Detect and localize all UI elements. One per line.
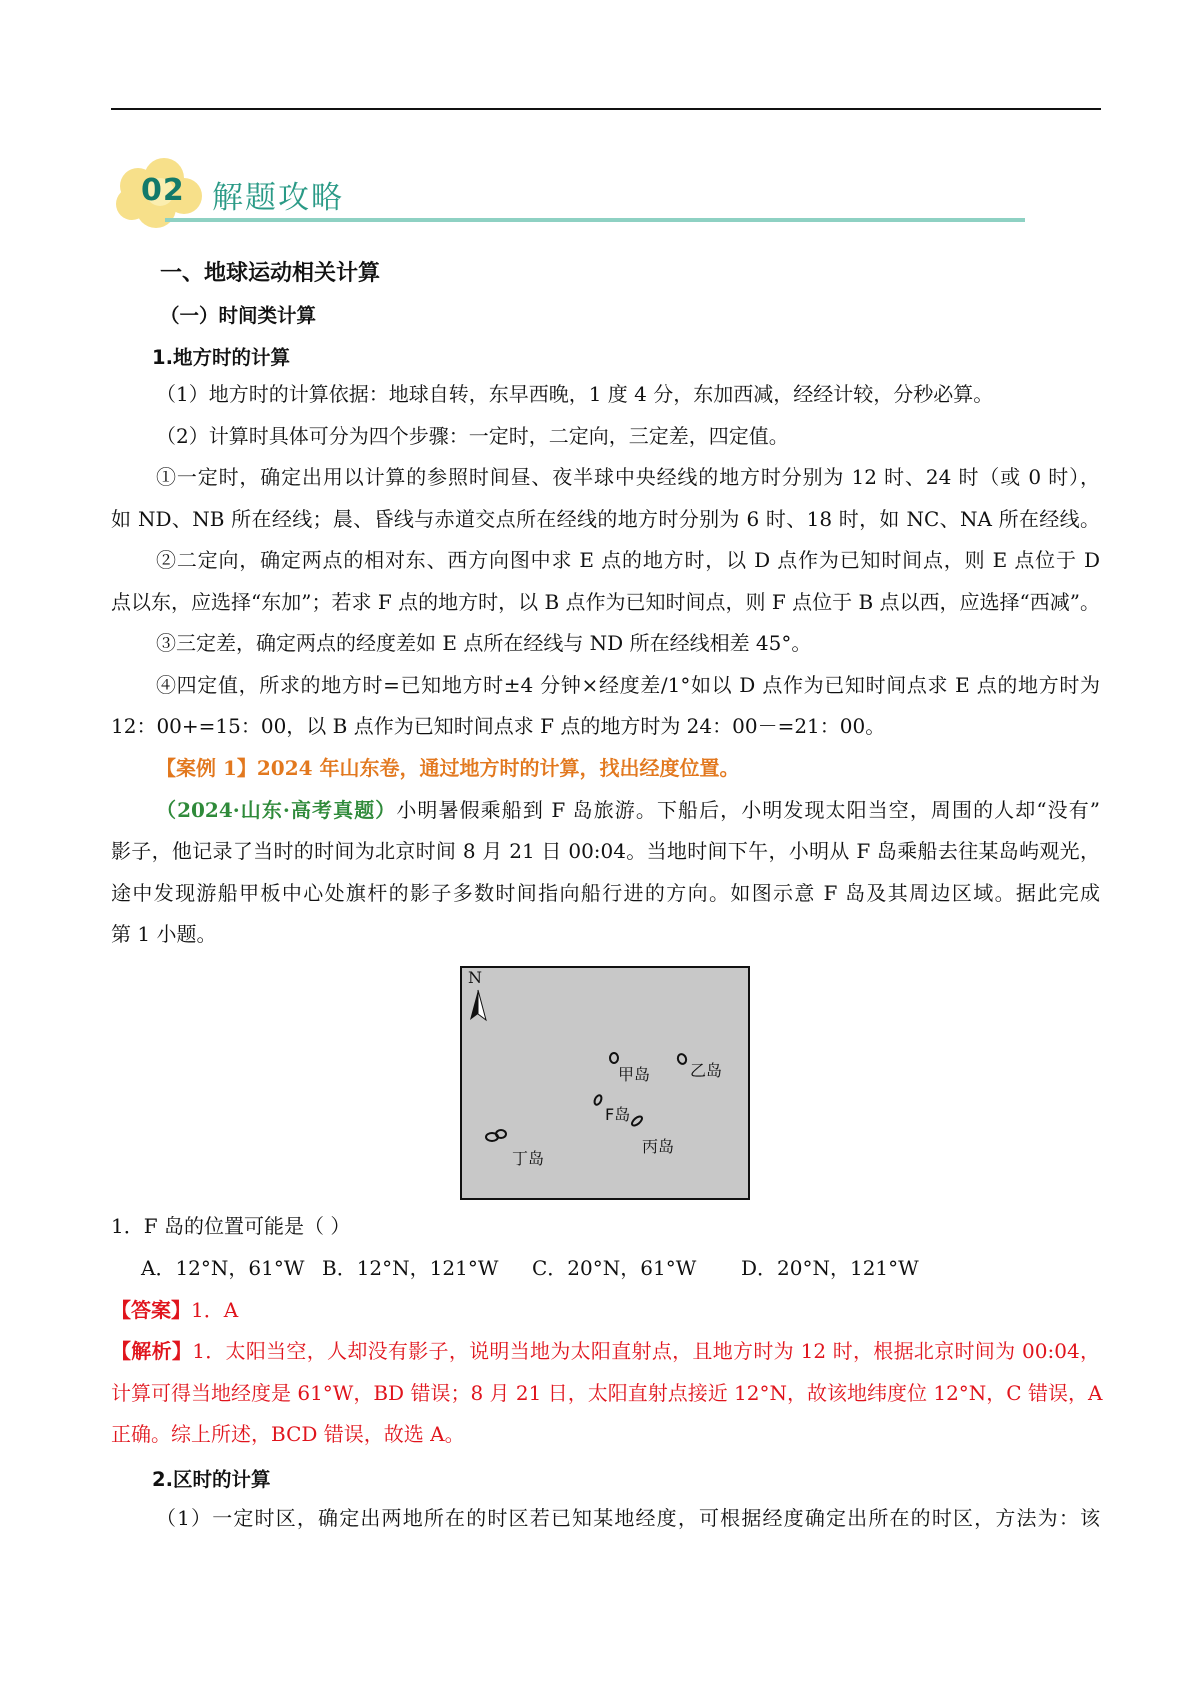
case-text-1: 小明暑假乘船到 F 岛旅游。下船后，小明发现太阳当空，周围的人却“没有”	[396, 798, 1100, 822]
paragraph-step4-line1: ④四定值，所求的地方时=已知地方时±4 分钟×经度差/1°如以 D 点作为已知时间点求 E 点的地方时为	[156, 673, 1100, 697]
case-source: （2024·山东·高考真题）	[156, 798, 397, 822]
section-title: 一、地球运动相关计算	[160, 261, 381, 286]
section-number: 02	[141, 173, 185, 208]
answer-label: 【答案】	[111, 1298, 191, 1322]
paragraph-steps: （2）计算时具体可分为四个步骤：一定时，二定向，三定差，四定值。	[156, 424, 789, 448]
paragraph-step1-line2: 如 ND、NB 所在经线；晨、昏线与赤道交点所在经线的地方时分别为 6 时、18 时，如 NC、NA 所在经线。	[111, 507, 1100, 531]
item2-paragraph: （1）一定时区，确定出两地所在的时区若已知某地经度，可根据经度确定出所在的时区，方法为：该	[156, 1506, 1100, 1530]
map-label-bing: 丙岛	[642, 1137, 675, 1156]
paragraph-step2-line1: ②二定向，确定两点的相对东、西方向图中求 E 点的地方时，以 D 点作为已知时间点，则 E 点位于 D	[156, 548, 1100, 572]
map-label-yi: 乙岛	[690, 1061, 723, 1080]
island-bing-shape	[630, 1115, 643, 1127]
option-d: D．20°N，121°W	[741, 1256, 919, 1280]
item2-title: 2.区时的计算	[152, 1468, 271, 1491]
question-stem: 1．F 岛的位置可能是（ ）	[111, 1214, 351, 1238]
case-intro-line1	[156, 796, 1100, 824]
island-ding-shape	[486, 1130, 506, 1141]
section-banner-title: 解题攻略	[212, 180, 344, 216]
answer-line	[111, 1296, 238, 1324]
island-jia-shape	[610, 1053, 618, 1063]
island-f-shape	[593, 1094, 603, 1106]
map-label-jia: 甲岛	[618, 1065, 651, 1084]
paragraph-step4-line2: 12：00+=15：00，以 B 点作为已知时间点求 F 点的地方时为 24：00－=21：00。	[111, 714, 886, 738]
option-a: A．12°N，61°W	[141, 1256, 305, 1280]
paragraph-step3: ③三定差，确定两点的经度差如 E 点所在经线与 ND 所在经线相差 45°。	[156, 631, 812, 655]
island-map	[460, 966, 750, 1200]
analysis-label: 【解析】	[111, 1339, 193, 1363]
map-label-f: F岛	[605, 1105, 631, 1124]
island-map-shapes	[462, 968, 748, 1198]
section-banner-underline	[165, 218, 1025, 222]
case-text-3: 途中发现游船甲板中心处旗杆的影子多数时间指向船行进的方向。如图示意 F 岛及其周边区域。据此完成	[111, 881, 1100, 905]
case-text-2: 影子，他记录了当时的时间为北京时间 8 月 21 日 00:04。当地时间下午，小明从 F 岛乘船去往某岛屿观光，	[111, 839, 1100, 863]
header-rule	[111, 108, 1101, 110]
north-arrow-icon	[470, 990, 486, 1020]
paragraph-basis: （1）地方时的计算依据：地球自转，东早西晚，1 度 4 分，东加西减，经经计较，分秒必算。	[156, 382, 994, 406]
option-b: B．12°N，121°W	[322, 1256, 499, 1280]
subsection-title: （一）时间类计算	[160, 304, 317, 327]
map-label-ding: 丁岛	[512, 1149, 545, 1168]
map-north-label: N	[468, 968, 482, 987]
analysis-text-2: 计算可得当地经度是 61°W，BD 错误；8 月 21 日，太阳直射点接近 12°N，故该地纬度位 12°N，C 错误，A	[111, 1381, 1103, 1405]
item1-title: 1.地方时的计算	[152, 346, 290, 369]
paragraph-step2-line2: 点以东，应选择“东加”；若求 F 点的地方时，以 B 点作为已知时间点，则 F 点位于 B 点以西，应选择“西减”。	[111, 590, 1100, 614]
analysis-text-3: 正确。综上所述，BCD 错误，故选 A。	[111, 1422, 465, 1446]
case-text-4: 第 1 小题。	[111, 922, 217, 946]
paragraph-step1-line1: ①一定时，确定出用以计算的参照时间昼、夜半球中央经线的地方时分别为 12 时、24 时（或 0 时），	[156, 465, 1100, 489]
analysis-text-1: 1．太阳当空，人却没有影子，说明当地为太阳直射点，且地方时为 12 时，根据北京时间为 00:04，	[192, 1339, 1100, 1363]
analysis-line1	[111, 1337, 1100, 1365]
option-c: C．20°N，61°W	[532, 1256, 697, 1280]
answer-value: 1．A	[191, 1298, 239, 1322]
island-yi-shape	[677, 1053, 688, 1065]
case-label: 【案例 1】2024 年山东卷，通过地方时的计算，找出经度位置。	[156, 756, 740, 780]
